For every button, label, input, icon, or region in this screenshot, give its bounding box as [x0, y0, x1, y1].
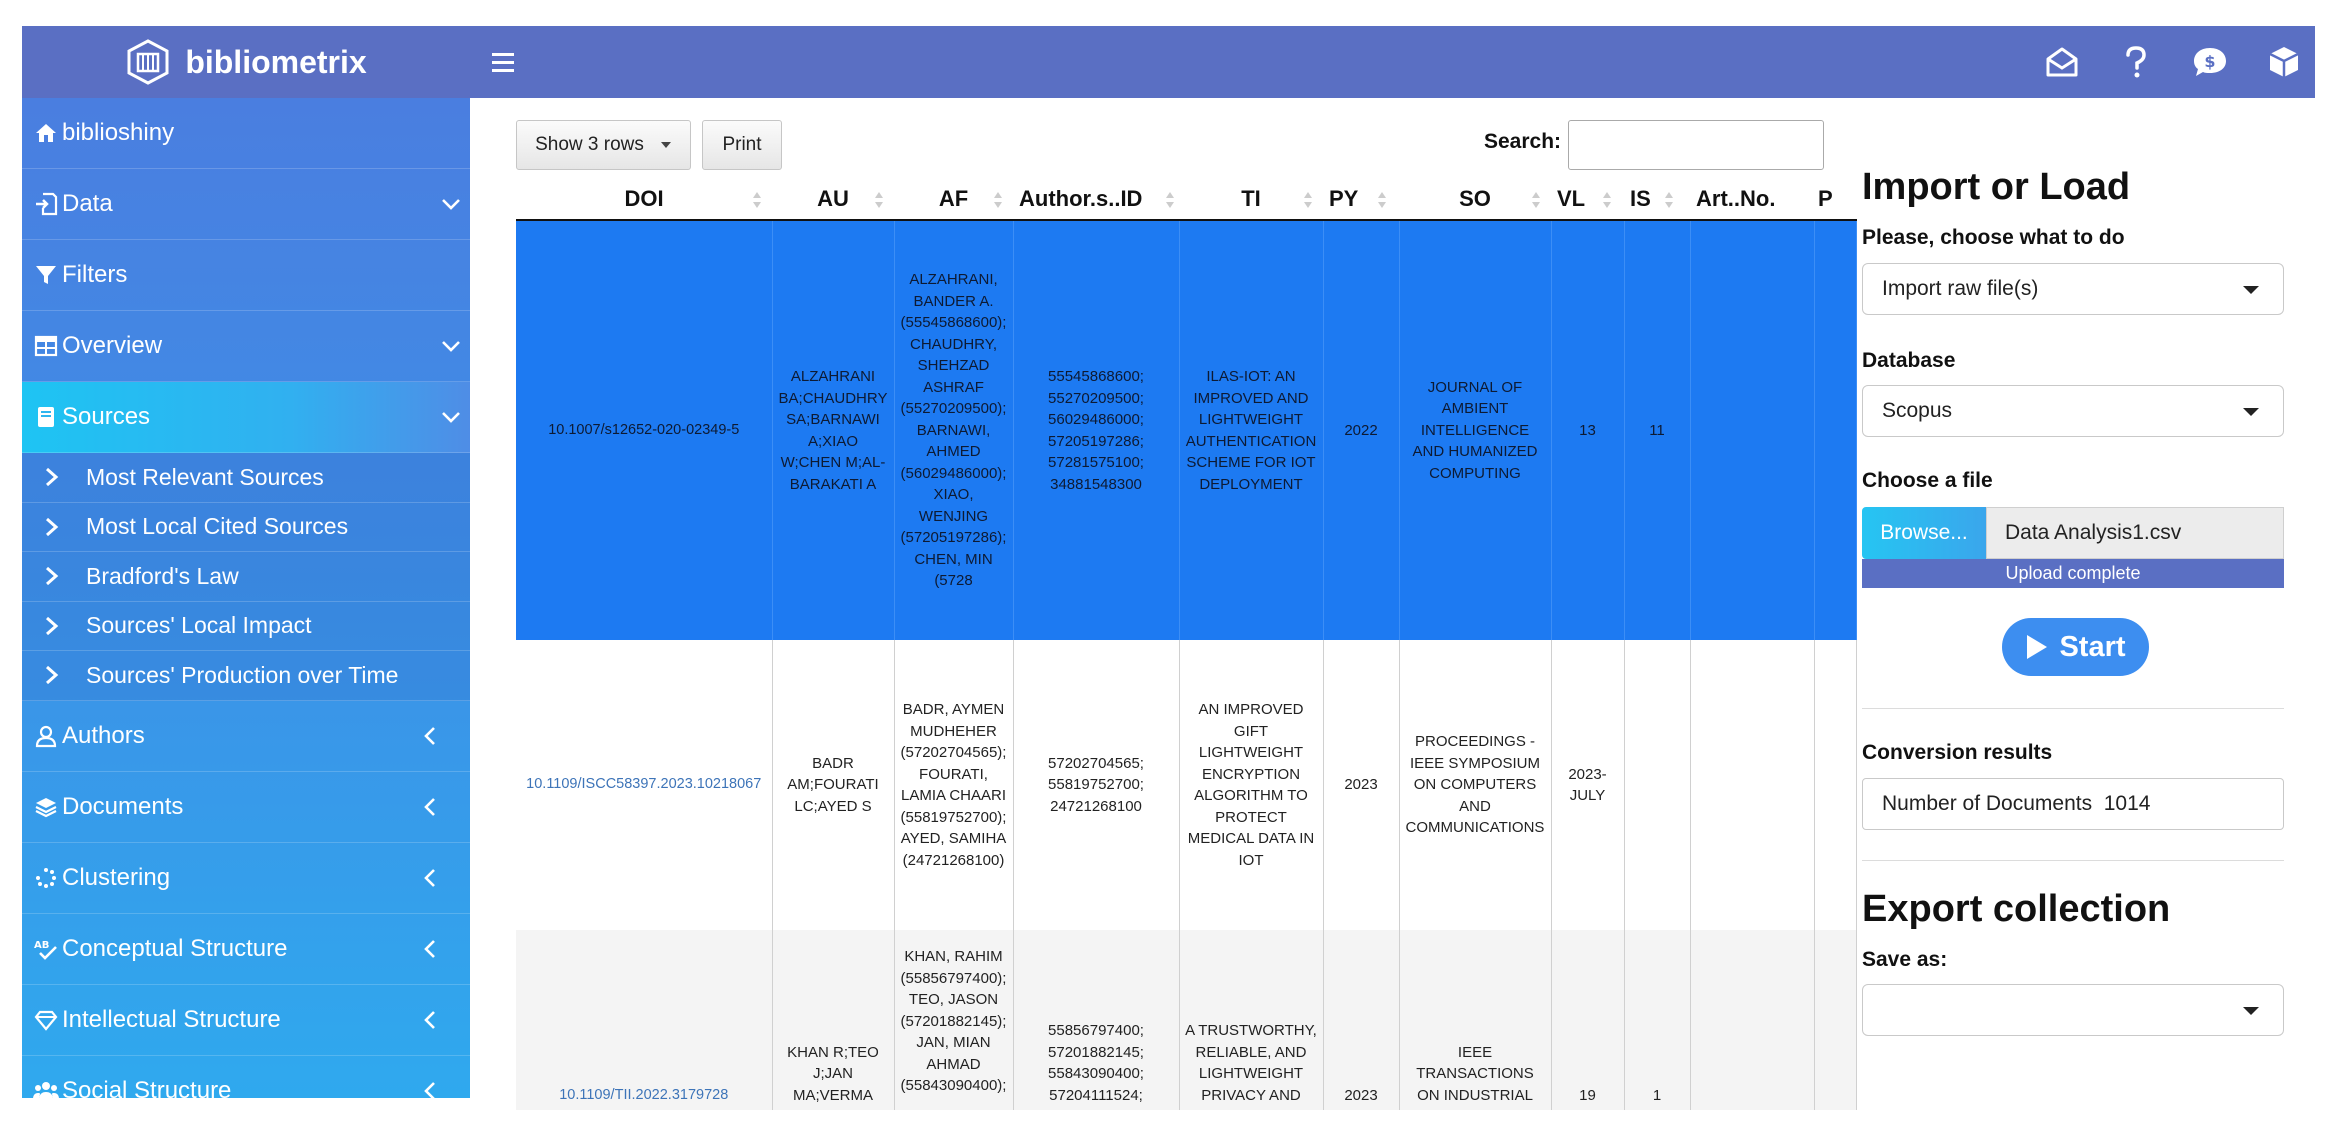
- column-header-au[interactable]: [772, 178, 894, 220]
- chevron-left-icon: [418, 1078, 444, 1104]
- sort-icon: [1664, 190, 1674, 210]
- top-bar: [470, 26, 2315, 98]
- cell-art-no: [1690, 930, 1814, 1110]
- cell-vl: 19: [1551, 930, 1624, 1110]
- choose-action-label: Please, choose what to do: [1862, 226, 2125, 249]
- column-header-label: PY: [1329, 185, 1359, 211]
- column-header-so[interactable]: [1399, 178, 1551, 220]
- column-header-author-ids[interactable]: [1013, 178, 1179, 220]
- hamburger-menu-icon[interactable]: [492, 44, 528, 80]
- caret-down-icon: [2243, 408, 2259, 416]
- search-label: Search:: [1484, 130, 1562, 153]
- user-icon: [32, 725, 60, 747]
- dollar-chat-icon[interactable]: [2191, 40, 2229, 84]
- divider: [1862, 708, 2284, 709]
- column-header-label: DOI: [624, 185, 664, 211]
- chevron-down-icon: [438, 404, 464, 430]
- cell-af: KHAN, RAHIM (55856797400); TEO, JASON (57201882145); JAN, MIAN AHMAD (55843090400);: [894, 930, 1013, 1110]
- column-header-label: VL: [1557, 185, 1586, 211]
- caret-down-icon: [2243, 286, 2259, 294]
- sidebar-item-label: Overview: [62, 332, 163, 359]
- database-value: Scopus: [1882, 399, 1953, 422]
- conversion-results-output: Number of Documents 1014: [1862, 778, 2284, 830]
- database-label: Database: [1862, 349, 1956, 372]
- header-icons: [2043, 40, 2303, 84]
- cell-af: BADR, AYMEN MUDHEHER (57202704565); FOURATI, LAMIA CHAARI (55819752700); AYED, SAMIHA (24721268100): [894, 640, 1013, 930]
- column-header-py[interactable]: [1323, 178, 1399, 220]
- sidebar-subitem-bradfords-law[interactable]: [22, 552, 470, 602]
- upload-progress-text: Upload complete: [2005, 563, 2141, 583]
- import-panel: [1850, 98, 2315, 1098]
- cell-py: 2023: [1323, 640, 1399, 930]
- sidebar-subitem-sources-production-over-time[interactable]: [22, 651, 470, 701]
- cell-author-ids: 57202704565; 55819752700; 24721268100: [1013, 640, 1179, 930]
- column-header-art-no[interactable]: [1690, 178, 1814, 220]
- cell-author-ids: 55545868600; 55270209500; 56029486000; 57205197286; 57281575100; 34881548300: [1013, 220, 1179, 640]
- cell-so: PROCEEDINGS - IEEE SYMPOSIUM ON COMPUTERS AND COMMUNICATIONS: [1399, 640, 1551, 930]
- column-header-ti[interactable]: [1179, 178, 1323, 220]
- cell-py: 2022: [1323, 220, 1399, 640]
- svg-text:AB: AB: [34, 939, 50, 951]
- chevron-right-icon: [44, 517, 66, 537]
- sidebar-item-intellectual-structure[interactable]: [22, 985, 470, 1056]
- sidebar: [22, 98, 470, 1104]
- cell-author-ids: 55856797400; 57201882145; 55843090400; 57204111524;: [1013, 930, 1179, 1110]
- sidebar-item-sources[interactable]: [22, 382, 470, 453]
- svg-text:$: $: [2204, 52, 2216, 71]
- upload-progress-bar: [1862, 559, 2284, 588]
- sidebar-item-label: Authors: [62, 721, 145, 749]
- sidebar-item-label: Data: [62, 190, 113, 217]
- chevron-left-icon: [418, 723, 444, 749]
- column-header-is[interactable]: [1624, 178, 1690, 220]
- import-icon: [32, 192, 60, 216]
- logo-bar[interactable]: [22, 26, 470, 98]
- cell-art-no: [1690, 220, 1814, 640]
- browse-button[interactable]: Browse...: [1862, 507, 1986, 559]
- print-label: Print: [722, 134, 762, 155]
- sidebar-item-filters[interactable]: [22, 240, 470, 311]
- column-header-label: SO: [1459, 185, 1491, 211]
- book-icon: [32, 406, 60, 428]
- sidebar-item-label: Social Structure: [62, 1076, 232, 1104]
- caret-down-icon: [660, 140, 672, 150]
- sort-icon: [993, 190, 1003, 210]
- cell-py: 2023: [1323, 930, 1399, 1110]
- cell-vl: 13: [1551, 220, 1624, 640]
- sidebar-subitem-label: Most Local Cited Sources: [86, 513, 349, 540]
- sidebar-subitem-most-local-cited-sources[interactable]: [22, 503, 470, 553]
- column-header-label: P: [1818, 185, 1833, 211]
- chevron-right-icon: [44, 616, 66, 636]
- home-icon: [32, 122, 60, 144]
- column-header-label: IS: [1630, 185, 1651, 211]
- chevron-left-icon: [418, 1007, 444, 1033]
- start-button-label: Start: [2059, 630, 2126, 663]
- table-row[interactable]: [516, 220, 1856, 640]
- gem-icon: [32, 1010, 60, 1030]
- sort-icon: [752, 190, 762, 210]
- sidebar-item-data[interactable]: [22, 169, 470, 240]
- cell-so: IEEE TRANSACTIONS ON INDUSTRIAL: [1399, 930, 1551, 1110]
- cell-doi: 10.1007/s12652-020-02349-5: [516, 220, 772, 640]
- divider: [1862, 860, 2284, 861]
- save-as-select[interactable]: [1862, 984, 2284, 1036]
- table-row[interactable]: [516, 640, 1856, 930]
- search-input[interactable]: [1568, 120, 1824, 170]
- sidebar-item-label: Clustering: [62, 863, 171, 891]
- cell-af: ALZAHRANI, BANDER A. (55545868600); CHAUDHRY, SHEHZAD ASHRAF (55270209500); BARNAWI, AHMED (56029486000); XIAO, WENJING (57205197286); CHEN, MIN (5728: [894, 220, 1013, 640]
- sidebar-item-label: biblioshiny: [62, 119, 175, 146]
- chevron-left-icon: [418, 936, 444, 962]
- sidebar-item-label: Sources: [62, 403, 151, 430]
- sort-icon: [1165, 190, 1175, 210]
- sidebar-item-clustering[interactable]: [22, 843, 470, 914]
- cell-ti: ILAS-IOT: AN IMPROVED AND LIGHTWEIGHT AUTHENTICATION SCHEME FOR IOT DEPLOYMENT: [1179, 220, 1323, 640]
- cell-is: 1: [1624, 930, 1690, 1110]
- sidebar-subitem-label: Sources' Local Impact: [86, 612, 312, 639]
- sidebar-subitem-most-relevant-sources[interactable]: [22, 453, 470, 503]
- spinner-icon: [32, 867, 60, 889]
- column-header-vl[interactable]: [1551, 178, 1624, 220]
- app-title: bibliometrix: [185, 43, 367, 80]
- data-table: [516, 178, 1857, 1110]
- cell-doi-link[interactable]: 10.1109/TII.2022.3179728: [516, 930, 772, 1110]
- sort-icon: [1531, 190, 1541, 210]
- start-button[interactable]: [2002, 618, 2149, 676]
- sidebar-item-overview[interactable]: [22, 311, 470, 382]
- table-icon: [32, 336, 60, 356]
- conversion-results-label: Conversion results: [1862, 741, 2053, 764]
- cell-ti: A TRUSTWORTHY, RELIABLE, AND LIGHTWEIGHT PRIVACY AND: [1179, 930, 1323, 1110]
- chevron-down-icon: [438, 333, 464, 359]
- question-icon[interactable]: [2117, 40, 2155, 84]
- users-icon: [32, 1081, 60, 1101]
- cube-icon[interactable]: [2265, 40, 2303, 84]
- column-header-af[interactable]: [894, 178, 1013, 220]
- cell-vl: 2023-JULY: [1551, 640, 1624, 930]
- bibliometrix-logo-icon: [125, 39, 171, 85]
- cell-au: KHAN R;TEO J;JAN MA;VERMA: [772, 930, 894, 1110]
- choose-file-label: Choose a file: [1862, 469, 1993, 492]
- sidebar-item-label: Intellectual Structure: [62, 1005, 281, 1033]
- column-header-doi[interactable]: [516, 178, 772, 220]
- sidebar-item-label: Documents: [62, 792, 184, 820]
- sidebar-subitem-label: Bradford's Law: [86, 562, 239, 589]
- show-rows-select[interactable]: [516, 120, 691, 170]
- filter-icon: [32, 264, 60, 286]
- choose-action-select[interactable]: [1862, 263, 2284, 315]
- sort-icon: [1377, 190, 1387, 210]
- sidebar-item-label: Filters: [62, 261, 128, 288]
- print-button[interactable]: [702, 120, 782, 170]
- layers-icon: [32, 796, 60, 818]
- cell-so: JOURNAL OF AMBIENT INTELLIGENCE AND HUMANIZED COMPUTING: [1399, 220, 1551, 640]
- sidebar-item-biblioshiny[interactable]: [22, 98, 470, 169]
- chevron-left-icon: [418, 794, 444, 820]
- column-header-label: Author.s..ID: [1019, 185, 1143, 211]
- choose-action-value: Import raw file(s): [1882, 277, 2039, 300]
- save-as-label: Save as:: [1862, 948, 1948, 971]
- spellcheck-icon: [32, 938, 60, 960]
- sidebar-item-social-structure[interactable]: [22, 1056, 470, 1127]
- column-header-label: AU: [817, 185, 849, 211]
- export-collection-title: Export collection: [1862, 888, 2171, 930]
- sidebar-item-conceptual-structure[interactable]: [22, 914, 470, 985]
- sort-icon: [874, 190, 884, 210]
- table-header-row: [516, 178, 1856, 220]
- chevron-right-icon: [44, 566, 66, 586]
- chevron-left-icon: [418, 865, 444, 891]
- cell-doi-link[interactable]: 10.1109/ISCC58397.2023.10218067: [516, 640, 772, 930]
- database-select[interactable]: [1862, 385, 2284, 437]
- column-header-label: Art..No.: [1696, 185, 1776, 211]
- table-row[interactable]: [516, 930, 1856, 1110]
- cell-au: BADR AM;FOURATI LC;AYED S: [772, 640, 894, 930]
- sidebar-subitem-label: Sources' Production over Time: [86, 661, 399, 688]
- panel-title: Import or Load: [1862, 166, 2131, 208]
- chevron-down-icon: [438, 191, 464, 217]
- sort-icon: [1303, 190, 1313, 210]
- sort-icon: [1602, 190, 1612, 210]
- sidebar-item-documents[interactable]: [22, 772, 470, 843]
- file-name-field[interactable]: Data Analysis1.csv: [1986, 507, 2284, 559]
- play-icon: [2025, 633, 2049, 661]
- sidebar-item-authors[interactable]: [22, 701, 470, 772]
- data-table-container[interactable]: [516, 178, 1833, 1104]
- cell-is: [1624, 640, 1690, 930]
- main-content: [470, 98, 2315, 1104]
- column-header-label: TI: [1241, 185, 1261, 211]
- cell-is: 11: [1624, 220, 1690, 640]
- cell-au: ALZAHRANI BA;CHAUDHRY SA;BARNAWI A;XIAO W;CHEN M;AL-BARAKATI A: [772, 220, 894, 640]
- envelope-icon[interactable]: [2043, 40, 2081, 84]
- show-rows-label: Show 3 rows: [535, 134, 644, 155]
- sidebar-item-label: Conceptual Structure: [62, 934, 288, 962]
- sidebar-subitem-sources-local-impact[interactable]: [22, 602, 470, 652]
- cell-art-no: [1690, 640, 1814, 930]
- file-input: [1862, 507, 2284, 559]
- column-header-label: AF: [938, 185, 969, 211]
- chevron-right-icon: [44, 467, 66, 487]
- caret-down-icon: [2243, 1007, 2259, 1015]
- cell-ti: AN IMPROVED GIFT LIGHTWEIGHT ENCRYPTION ALGORITHM TO PROTECT MEDICAL DATA IN IOT: [1179, 640, 1323, 930]
- chevron-right-icon: [44, 665, 66, 685]
- sidebar-subitem-label: Most Relevant Sources: [86, 463, 324, 490]
